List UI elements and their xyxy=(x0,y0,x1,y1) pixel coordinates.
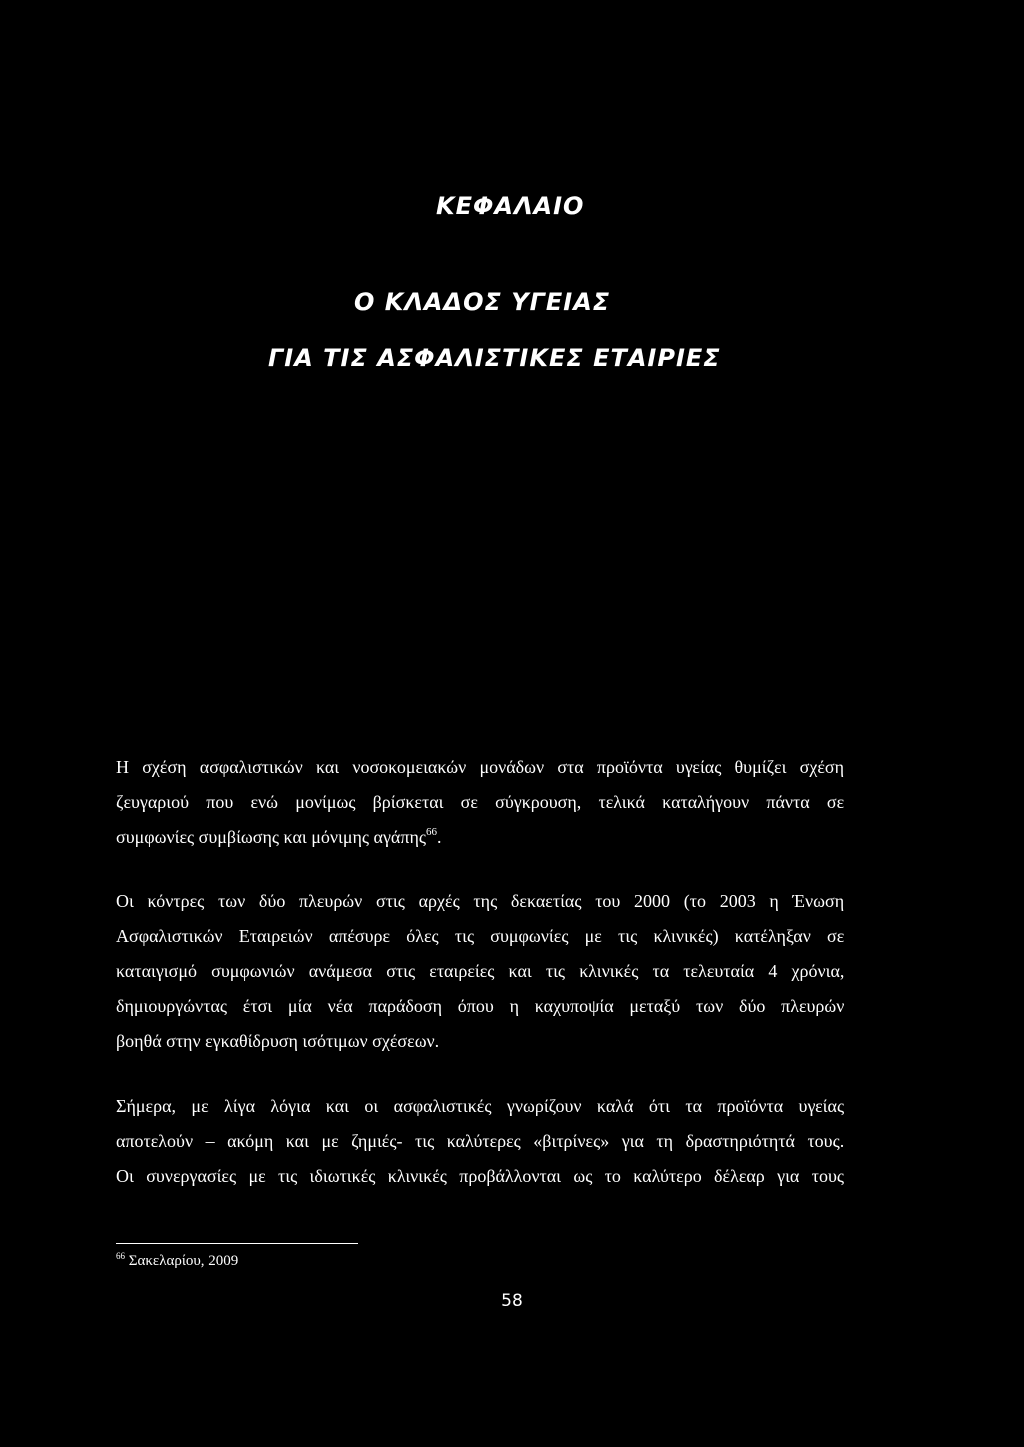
paragraph-line: αποτελούν – ακόμη και με ζημιές- τις καλύτερες «βιτρίνες» για τη δραστηριότητά τους. xyxy=(116,1131,845,1151)
paragraph-line: δημιουργώντας έτσι μία νέα παράδοση όπου η καχυποψία μεταξύ των δύο πλευρών xyxy=(116,996,845,1016)
paragraph-1 xyxy=(116,750,844,855)
footnote-divider xyxy=(116,1243,358,1244)
paragraph-line: ζευγαριού που ενώ μονίμως βρίσκεται σε σύγκρουση, τελικά καταλήγουν πάντα σε xyxy=(116,792,845,812)
paragraph-line: Ασφαλιστικών Εταιρειών απέσυρε όλες τις συμφωνίες με τις κλινικές) κατέληξαν σε xyxy=(116,926,845,946)
footnote-text: Σακελαρίου, 2009 xyxy=(128,1253,239,1269)
paragraph-line: Η σχέση ασφαλιστικών και νοσοκομειακών μονάδων στα προϊόντα υγείας θυμίζει σχέση xyxy=(116,757,844,777)
paragraph-3 xyxy=(116,1089,844,1194)
paragraph-line-end: . xyxy=(436,827,442,847)
paragraph-line: καταιγισμό συμφωνιών ανάμεσα στις εταιρείες και τις κλινικές τα τελευταία 4 χρόνια, xyxy=(116,961,845,981)
footnote-number: 66 xyxy=(116,1251,125,1261)
footnote xyxy=(116,1253,238,1270)
paragraph-line: Σήμερα, με λίγα λόγια και οι ασφαλιστικές γνωρίζουν καλά ότι τα προϊόντα υγείας xyxy=(116,1096,845,1116)
paragraph-line: Οι συνεργασίες με τις ιδιωτικές κλινικές προβάλλονται ως το καλύτερο δέλεαρ για τους xyxy=(116,1166,844,1186)
paragraph-line xyxy=(116,820,844,855)
paragraph-line: Οι κόντρες των δύο πλευρών στις αρχές της δεκαετίας του 2000 (το 2003 η Ένωση xyxy=(116,891,845,911)
footnote-reference: 66 xyxy=(425,826,437,838)
chapter-label: ΚΕΦΑΛΑΙΟ xyxy=(436,192,585,220)
chapter-title-line-1: Ο ΚΛΑΔΟΣ ΥΓΕΙΑΣ xyxy=(354,288,611,316)
page-number: 58 xyxy=(501,1291,523,1311)
paragraph-line: βοηθά στην εγκαθίδρυση ισότιμων σχέσεων. xyxy=(116,1031,440,1051)
paragraph-line-text: συμφωνίες συμβίωσης και μόνιμης αγάπης xyxy=(116,827,426,847)
paragraph-2 xyxy=(116,884,844,1059)
chapter-title-line-2: ΓΙΑ ΤΙΣ ΑΣΦΑΛΙΣΤΙΚΕΣ ΕΤΑΙΡΙΕΣ xyxy=(268,344,721,372)
